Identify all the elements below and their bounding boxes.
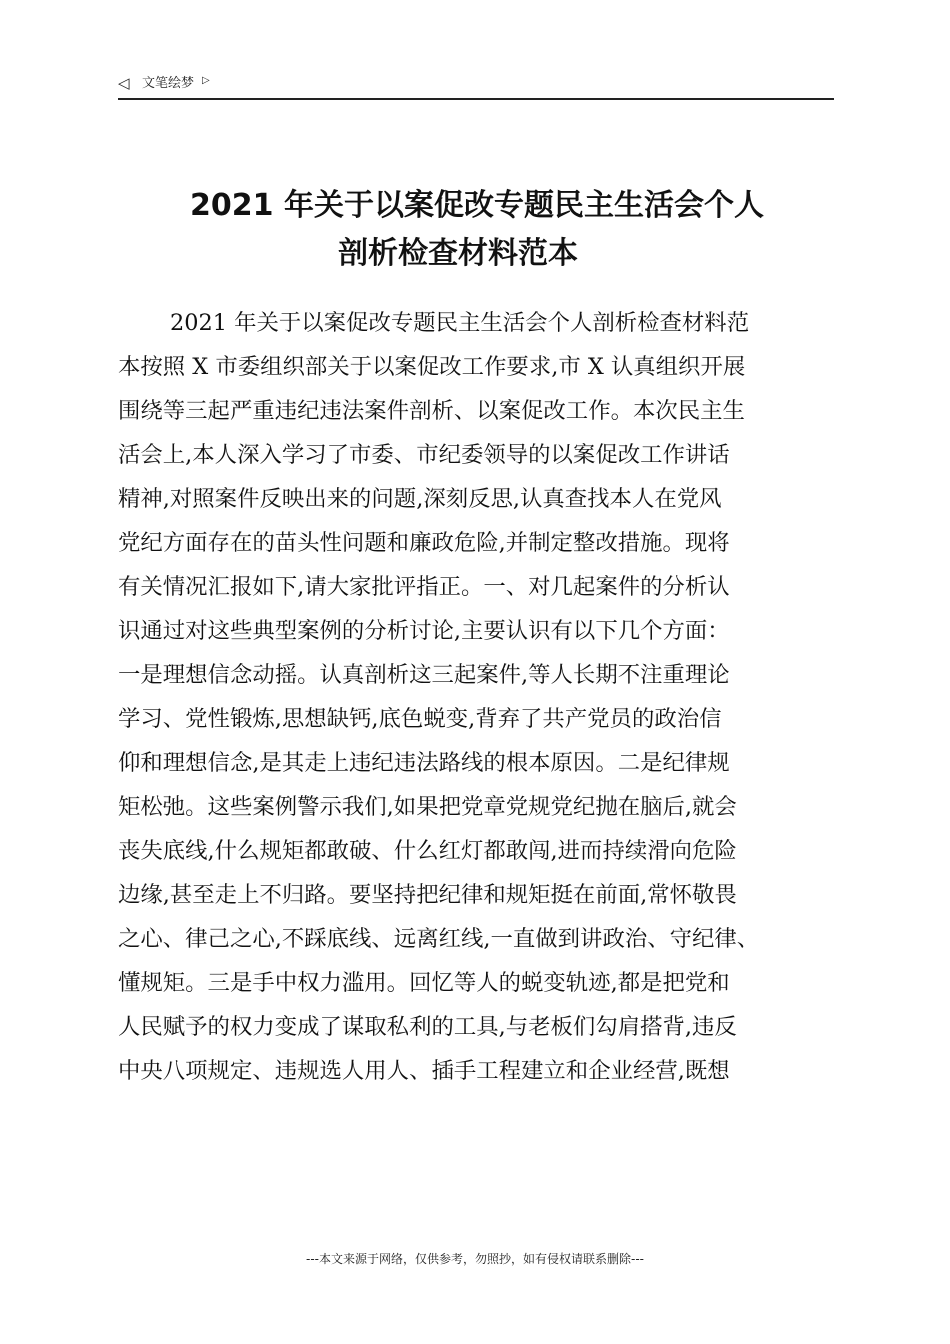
body-line: 一是理想信念动摇。认真剖析这三起案件,等人长期不注重理论	[118, 662, 730, 688]
body-line: 人民赋予的权力变成了谋取私利的工具,与老板们勾肩搭背,违反	[118, 1014, 737, 1040]
body-line: 仰和理想信念,是其走上违纪违法路线的根本原因。二是纪律规	[118, 750, 730, 776]
body-line: 2021 年关于以案促改专题民主生活会个人剖析检查材料范	[170, 310, 750, 336]
triangle-right-icon: ▷	[202, 75, 210, 86]
body-line: 围绕等三起严重违纪违法案件剖析、以案促改工作。本次民主生	[118, 398, 745, 424]
title-line-1: 2021 年关于以案促改专题民主生活会个人	[190, 188, 764, 223]
body-line: 丧失底线,什么规矩都敢破、什么红灯都敢闯,进而持续滑向危险	[118, 838, 737, 864]
body-line: 之心、律己之心,不踩底线、远离红线,一直做到讲政治、守纪律、	[118, 926, 760, 952]
body-line: 有关情况汇报如下,请大家批评指正。一、对几起案件的分析认	[118, 574, 730, 600]
body-line: 边缘,甚至走上不归路。要坚持把纪律和规矩挺在前面,常怀敬畏	[118, 882, 737, 908]
body-line: 矩松弛。这些案例警示我们,如果把党章党规党纪抛在脑后,就会	[118, 794, 737, 820]
body-line: 精神,对照案件反映出来的问题,深刻反思,认真查找本人在党风	[118, 486, 722, 512]
body-line: 懂规矩。三是手中权力滥用。回忆等人的蜕变轨迹,都是把党和	[118, 970, 730, 996]
body-line: 活会上,本人深入学习了市委、市纪委领导的以案促改工作讲话	[118, 442, 730, 468]
header-brand: 文笔绘梦	[142, 76, 195, 91]
title-line-2: 剖析检查材料范本	[338, 236, 578, 271]
body-line: 学习、党性锻炼,思想缺钙,底色蜕变,背弃了共产党员的政治信	[118, 706, 722, 732]
body-line: 中央八项规定、违规选人用人、插手工程建立和企业经营,既想	[118, 1058, 730, 1084]
triangle-left-icon: ◁	[118, 74, 130, 92]
document-body	[118, 305, 834, 1097]
page-header	[118, 74, 834, 100]
body-line: 党纪方面存在的苗头性问题和廉政危险,并制定整改措施。现将	[118, 530, 730, 556]
body-line: 本按照 X 市委组织部关于以案促改工作要求,市 X 认真组织开展	[118, 354, 746, 380]
page-footer-disclaimer: ---本文来源于网络，仅供参考，勿照抄，如有侵权请联系删除---	[306, 1252, 644, 1266]
body-line: 识通过对这些典型案例的分析讨论,主要认识有以下几个方面：	[118, 618, 730, 644]
document-title	[150, 182, 850, 278]
